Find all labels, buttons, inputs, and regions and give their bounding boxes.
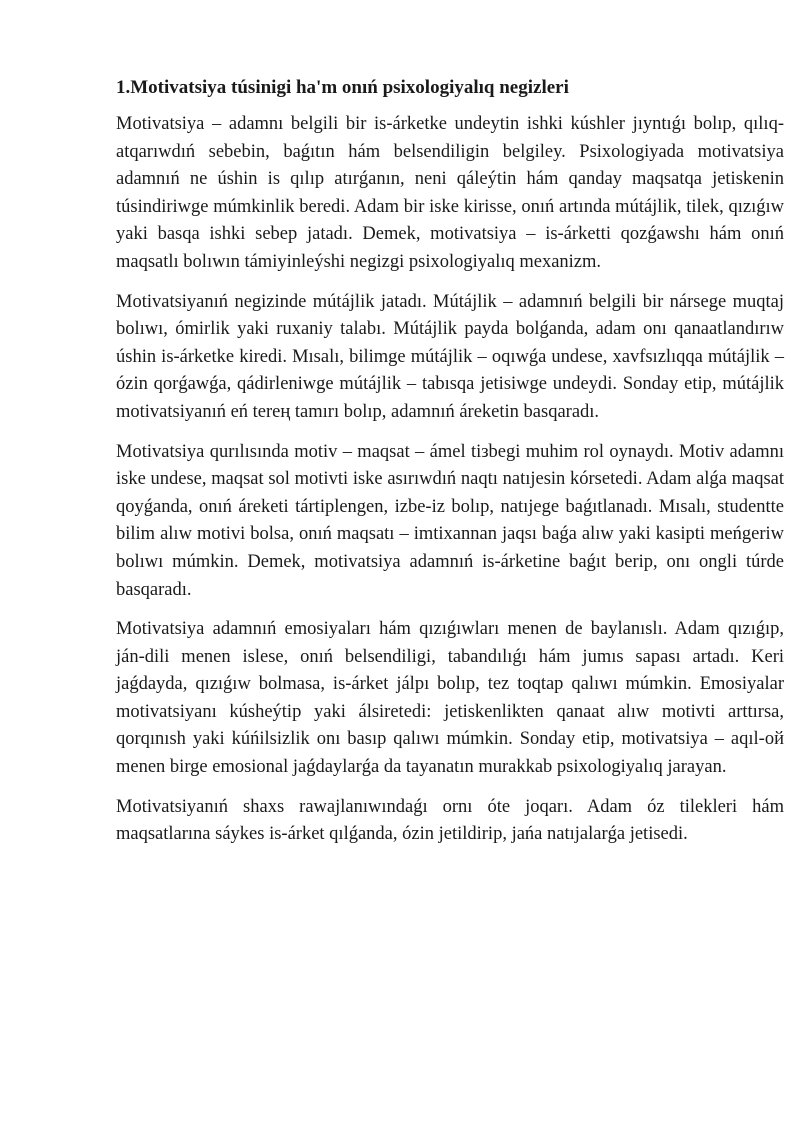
paragraph-needs: Motivatsiyanıń negizinde mútájlik jatadı. Mútájlik – adamnıń belgili bir nársege muqtaj bolıwı, ómirlik yaki ruxaniy talabı. Mútájlik payda bolǵanda, adam onı qanaatlandırıw úshin is-árketke kiredi. Mısalı, bilimge mútájlik – oqıwǵa undese, xavfsızlıqqa mútájlik – ózin qorǵawǵa, qádirleniwge mútájlik – tabısqa jetisiwge undeydi. Sonday etip, mútájlik motivatsiyanıń eń tereң tamırı bolıp, adamnıń áreketin basqaradı. <box>116 291 784 422</box>
section-heading: 1.Motivatsiya túsinigi ha'm onıń psixologiyalıq negizleri <box>116 77 569 98</box>
paragraph-definition: Motivatsiya – adamnı belgili bir is-árketke undeytin ishki kúshler jıyntıǵı bolıp, qılıq-atqarıwdıń sebebin, baǵıtın hám belsendiligin belgiley. Psixologiyada motivatsiya adamnıń ne úshin is qılıp atırǵanın, neni qáleýtin hám qanday maqsatqa jetiskenin túsindiriwge múmkinlik beredi. Adam bir iske kirisse, onıń artında mútájlik, tilek, qızıǵıw yaki basqa ishki sebep jatadı. Demek, motivatsiya – is-árketti qozǵawshı hám onıń maqsatlı bolıwın támiyinleýshi negizgi psixologiyalıq mexanizm. <box>116 114 784 272</box>
paragraph-emotions: Motivatsiya adamnıń emosiyaları hám qızıǵıwları menen de baylanıslı. Adam qızıǵıp, ján-dili menen islese, onıń belsendiligi, tabandılıǵı hám jumıs sapası artadı. Keri jaǵdayda, qızıǵıw bolmasa, is-árket jálpı bolıp, tez toqtap qalıwı múmkin. Emosiyalar motivatsiyanı kúsheýtip yaki álsiretedi: jetiskenlikten qanaat alıw motivti arttırsa, qorqınısh yaki kúńilsizlik onı basıp qalıwı múmkin. Sonday etip, motivatsiya – aqıl-ой menen birge emosional jaǵdaylarǵa da tayanatın murakkab psixologiyalıq jarayan. <box>116 619 784 778</box>
paragraph-motive-goal-action: Motivatsiya qurılısında motiv – maqsat – ámel tiзbegi muhim rol oynaydı. Motiv adamnı iske undese, maqsat sol motivti iske asırıwdıń naqtı natıjesin kórsetedi. Adam alǵa maqsat qoyǵanda, onıń áreketi tártiplengen, izbe-iz bolıp, natıjege baǵıtlanadı. Mısalı, studentte bilim alıw motivi bolsa, onıń maqsatı – imtixannan jaqsı baǵa alıw yaki kasipti meńgeriw bolıwı múmkin. Demek, motivatsiya adamnıń is-árketine baǵıt berip, onı ongli túrde basqaradı. <box>116 441 784 600</box>
document-page <box>116 75 784 861</box>
paragraph-personality-development: Motivatsiyanıń shaxs rawajlanıwındaǵı ornı óte joqarı. Adam óz tilekleri hám maqsatlarına sáykes is-árket qılǵanda, ózin jetildirip, jańa natıjalarǵa jetisedi. <box>116 796 784 845</box>
